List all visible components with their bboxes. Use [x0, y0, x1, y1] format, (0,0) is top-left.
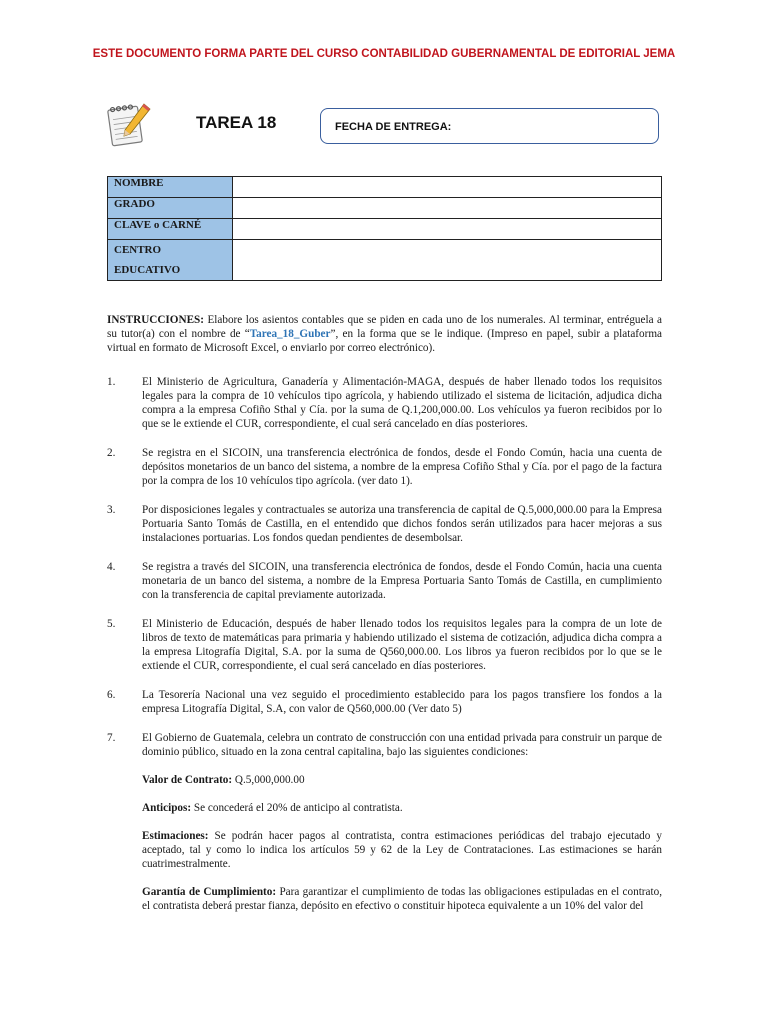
assignment-title: TAREA 18	[196, 113, 277, 132]
exercise-item: 4. Se registra a través del SICOIN, una transferencia electrónica de fondos, desde el Fondo Común, hacia una cuenta monetaria de un banco del sistema, a nombre de la Empresa Portuaria Santo Tomás de Castilla, en cumplimiento con la transferencia de capital previamente autorizada.	[107, 561, 662, 601]
school-field[interactable]	[233, 240, 662, 281]
exercise-item: 2. Se registra en el SICOIN, una transferencia electrónica de fondos, desde el Fondo Común, hacia una cuenta de depósitos monetarios de un banco del sistema, a nombre de la empresa Cofiño Sthal y Cía. por el pago de la factura por la compra de los 10 vehículos tipo agrícola. (ver dato 1).	[107, 447, 662, 487]
exercise-item: 3. Por disposiciones legales y contractuales se autoriza una transferencia de capital de Q.5,000,000.00 para la Empresa Portuaria Santo Tomás de Castilla, en el entendido que dichos fondos serán utilizados para hacer mejoras a sus instalaciones portuarias. Los fondos quedan pendientes de desembolsar.	[107, 504, 662, 544]
grade-label: GRADO	[108, 198, 233, 219]
notepad-pencil-icon	[104, 100, 154, 150]
due-date-label: FECHA DE ENTREGA:	[335, 121, 452, 133]
course-banner: ESTE DOCUMENTO FORMA PARTE DEL CURSO CONTABILIDAD GUBERNAMENTAL DE EDITORIAL JEMA	[92, 48, 676, 60]
estimates: Estimaciones: Se podrán hacer pagos al contratista, contra estimaciones periódicas del trabajo ejecutado y aceptado, tal y como lo indica los artículos 59 y 62 de la Ley de Contrataciones. Las estimaciones se harán cuatrimestralmente.	[142, 830, 662, 870]
document-body	[107, 313, 662, 928]
student-info-table	[107, 176, 662, 281]
performance-guarantee: Garantía de Cumplimiento: Para garantizar el cumplimiento de todas las obligaciones estipuladas en el contrato, el contratista deberá prestar fianza, depósito en efectivo o constituir hipoteca equivalente a un 10% del valor del	[142, 886, 662, 912]
exercise-list	[107, 375, 662, 913]
exercise-item: 7. El Gobierno de Guatemala, celebra un contrato de construcción con una entidad privada para construir un parque de dominio público, situado en la zona central capitalina, bajo las siguientes condiciones: Valor de Contrato: Q.5,000,000.00 Anticipos: Se concederá el 20% de anticipo al contratista. Estimaciones: Se podrán hacer pagos al contratista, contra estimaciones periódicas del trabajo ejecutado y aceptado, tal y como lo indica los artículos 59 y 62 de la Ley de Contrataciones. Las estimaciones se harán cuatrimestralmente. Garantía de Cumplimiento: Para garantizar el cumplimiento de todas las obligaciones estipuladas en el contrato, el contratista deberá prestar fianza, depósito en efectivo o constituir hipoteca equivalente a un 10% del valor del	[107, 732, 662, 912]
advances: Anticipos: Se concederá el 20% de anticipo al contratista.	[142, 802, 403, 814]
name-field[interactable]	[233, 177, 662, 198]
grade-field[interactable]	[233, 198, 662, 219]
name-label: NOMBRE	[108, 177, 233, 198]
instructions: INSTRUCCIONES: Elabore los asientos contables que se piden en cada uno de los numerales. Al terminar, entréguela a su tutor(a) con el nombre de “Tarea_18_Guber”, en la forma que se le indique. (Impreso en papel, subir a plataforma virtual en formato de Microsoft Excel, o enviarlo por correo electrónico).	[107, 314, 662, 354]
exercise-item: 6. La Tesorería Nacional una vez seguido el procedimiento establecido para los pagos transfiere los fondos a la empresa Litografía Digital, S.A, con valor de Q560,000.00 (Ver dato 5)	[107, 689, 662, 715]
exercise-item: 5. El Ministerio de Educación, después de haber llenado todos los requisitos legales para la compra de un lote de libros de texto de matemáticas para primaria y habiendo utilizado el sistema de cotización, adjudica dicha compra a la empresa Litografía Digital, S.A. por la suma de Q560,000.00. Los libros ya fueron recibidos por lo que se le extiende el CUR, correspondiente, el cual será cancelado en días posteriores.	[107, 618, 662, 672]
id-label: CLAVE o CARNÉ	[108, 219, 233, 240]
contract-value: Valor de Contrato: Q.5,000,000.00	[142, 774, 305, 786]
id-field[interactable]	[233, 219, 662, 240]
exercise-item: 1. El Ministerio de Agricultura, Ganadería y Alimentación-MAGA, después de haber llenado todos los requisitos legales para la compra de 10 vehículos tipo agrícola, y habiendo utilizado el sistema de licitación, adjudica dicha compra a la empresa Cofiño Sthal y Cía. por la suma de Q.1,200,000.00. Los vehículos ya fueron recibidos por lo que se le extiende el CUR, correspondiente, el cual será cancelado en días posteriores.	[107, 376, 662, 430]
due-date-box	[320, 108, 659, 144]
filename: Tarea_18_Guber	[249, 328, 331, 340]
school-label: CENTRO EDUCATIVO	[108, 240, 233, 281]
